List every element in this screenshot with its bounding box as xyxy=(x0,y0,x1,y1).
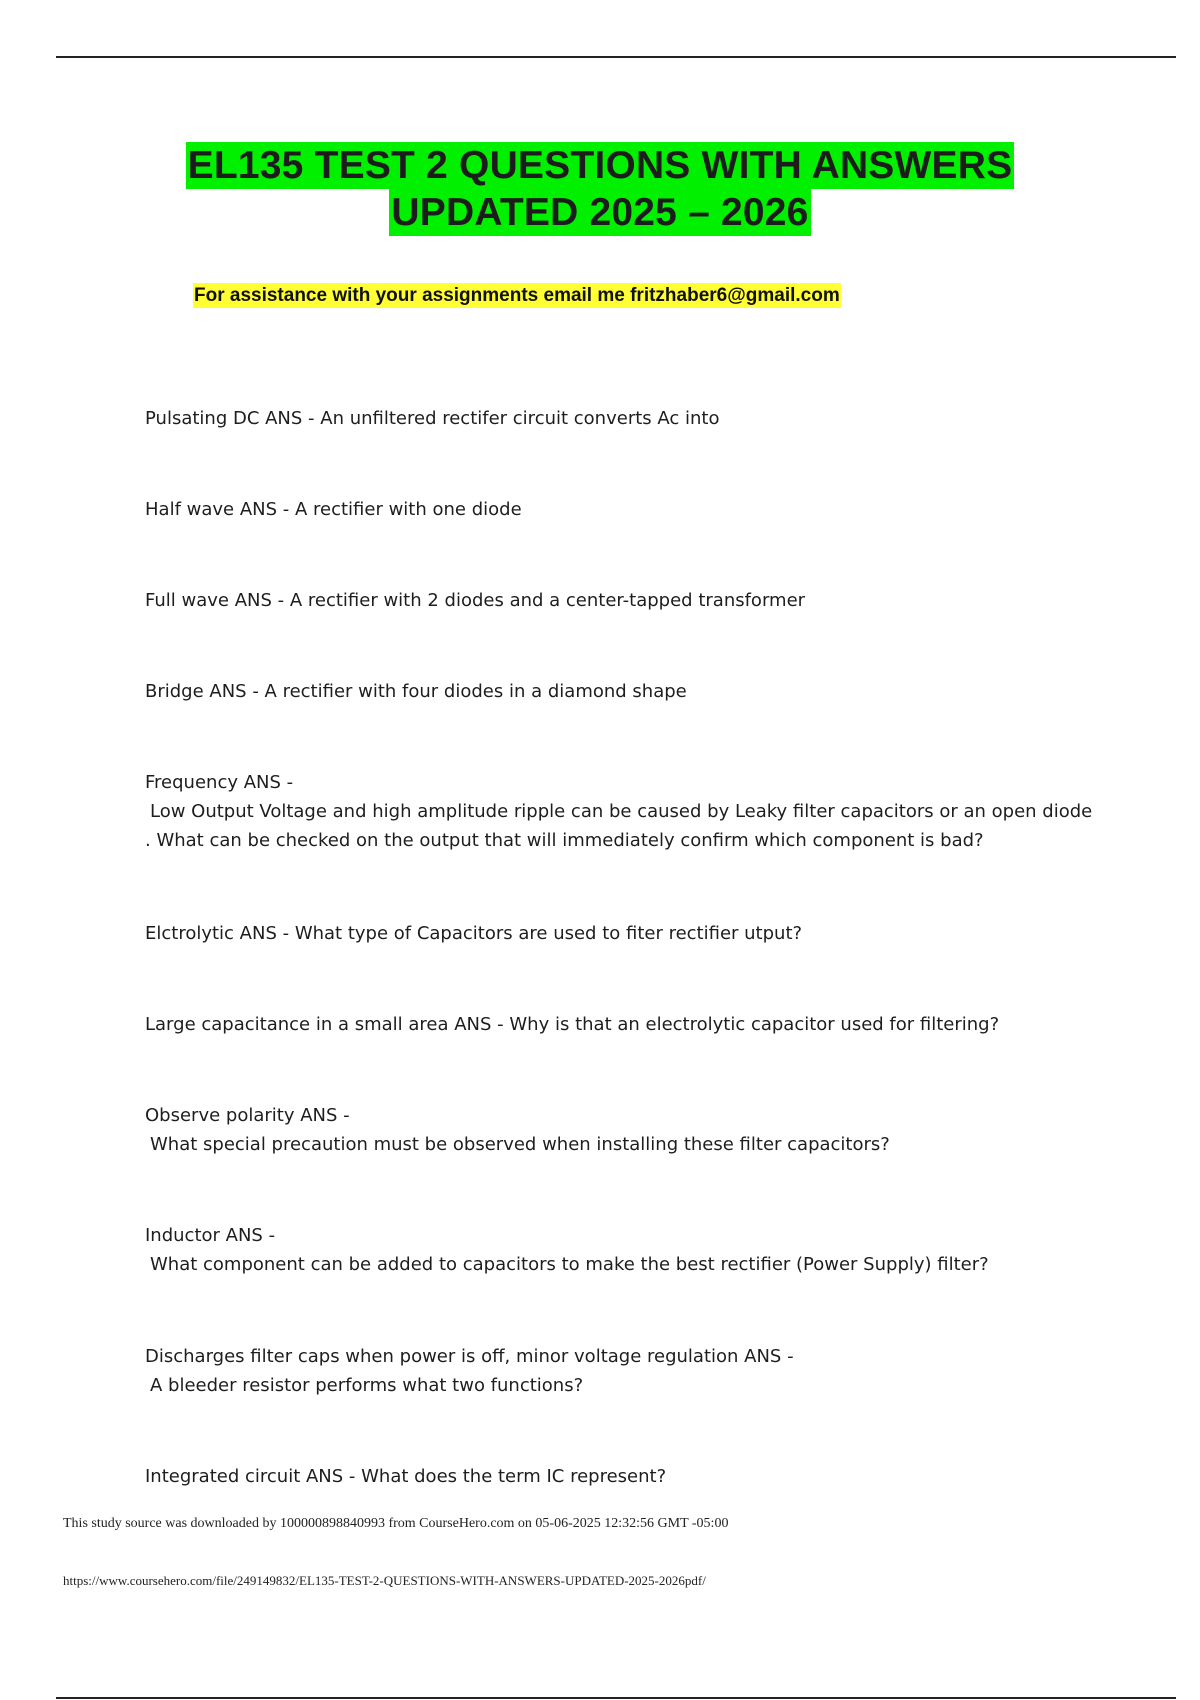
qa-line: Half wave ANS - A rectifier with one diode xyxy=(145,499,522,520)
qa-line: Low Output Voltage and high amplitude ripple can be caused by Leaky filter capacitors or an open diode xyxy=(150,801,1093,822)
qa-line: Frequency ANS - xyxy=(145,772,294,793)
title-line-1: EL135 TEST 2 QUESTIONS WITH ANSWERS xyxy=(187,144,1013,187)
qa-item-5 xyxy=(145,768,1105,855)
qa-line: Pulsating DC ANS - An unfiltered rectifer circuit converts Ac into xyxy=(145,408,720,429)
qa-line: . What can be checked on the output that will immediately confirm which component is bad? xyxy=(145,830,984,851)
qa-item-10 xyxy=(145,1342,1105,1400)
qa-line: Integrated circuit ANS - What does the term IC represent? xyxy=(145,1466,667,1487)
qa-line: What component can be added to capacitors to make the best rectifier (Power Supply) filter? xyxy=(150,1254,989,1275)
bottom-divider xyxy=(56,1697,1176,1699)
qa-item-1 xyxy=(145,404,1105,433)
qa-item-7 xyxy=(145,1010,1105,1039)
qa-item-3 xyxy=(145,586,1105,615)
download-note: This study source was downloaded by 100000898840993 from CourseHero.com on 05-06-2025 12:32:56 GMT -05:00 xyxy=(63,1516,729,1531)
top-divider xyxy=(56,56,1176,58)
qa-line: Large capacitance in a small area ANS - Why is that an electrolytic capacitor used for filtering? xyxy=(145,1014,1000,1035)
qa-line: Observe polarity ANS - xyxy=(145,1105,350,1126)
qa-line: Bridge ANS - A rectifier with four diodes in a diamond shape xyxy=(145,681,687,702)
document-title xyxy=(0,142,1200,236)
source-url[interactable]: https://www.coursehero.com/file/249149832/EL135-TEST-2-QUESTIONS-WITH-ANSWERS-UPDATED-2025-2026pdf/ xyxy=(63,1573,706,1588)
title-line-2: UPDATED 2025 – 2026 xyxy=(391,191,809,234)
assistance-note: For assistance with your assignments email me fritzhaber6@gmail.com xyxy=(194,285,840,306)
qa-line: What special precaution must be observed when installing these filter capacitors? xyxy=(150,1134,890,1155)
qa-item-8 xyxy=(145,1101,1105,1159)
qa-line: Inductor ANS - xyxy=(145,1225,276,1246)
qa-item-6 xyxy=(145,919,1105,948)
qa-line: Elctrolytic ANS - What type of Capacitors are used to fiter rectifier utput? xyxy=(145,923,803,944)
qa-item-11 xyxy=(145,1462,1105,1491)
qa-line: Full wave ANS - A rectifier with 2 diodes and a center-tapped transformer xyxy=(145,590,806,611)
qa-item-9 xyxy=(145,1221,1105,1279)
qa-item-2 xyxy=(145,495,1105,524)
qa-item-4 xyxy=(145,677,1105,706)
qa-line: Discharges filter caps when power is off, minor voltage regulation ANS - xyxy=(145,1346,794,1367)
qa-line: A bleeder resistor performs what two functions? xyxy=(150,1375,584,1396)
